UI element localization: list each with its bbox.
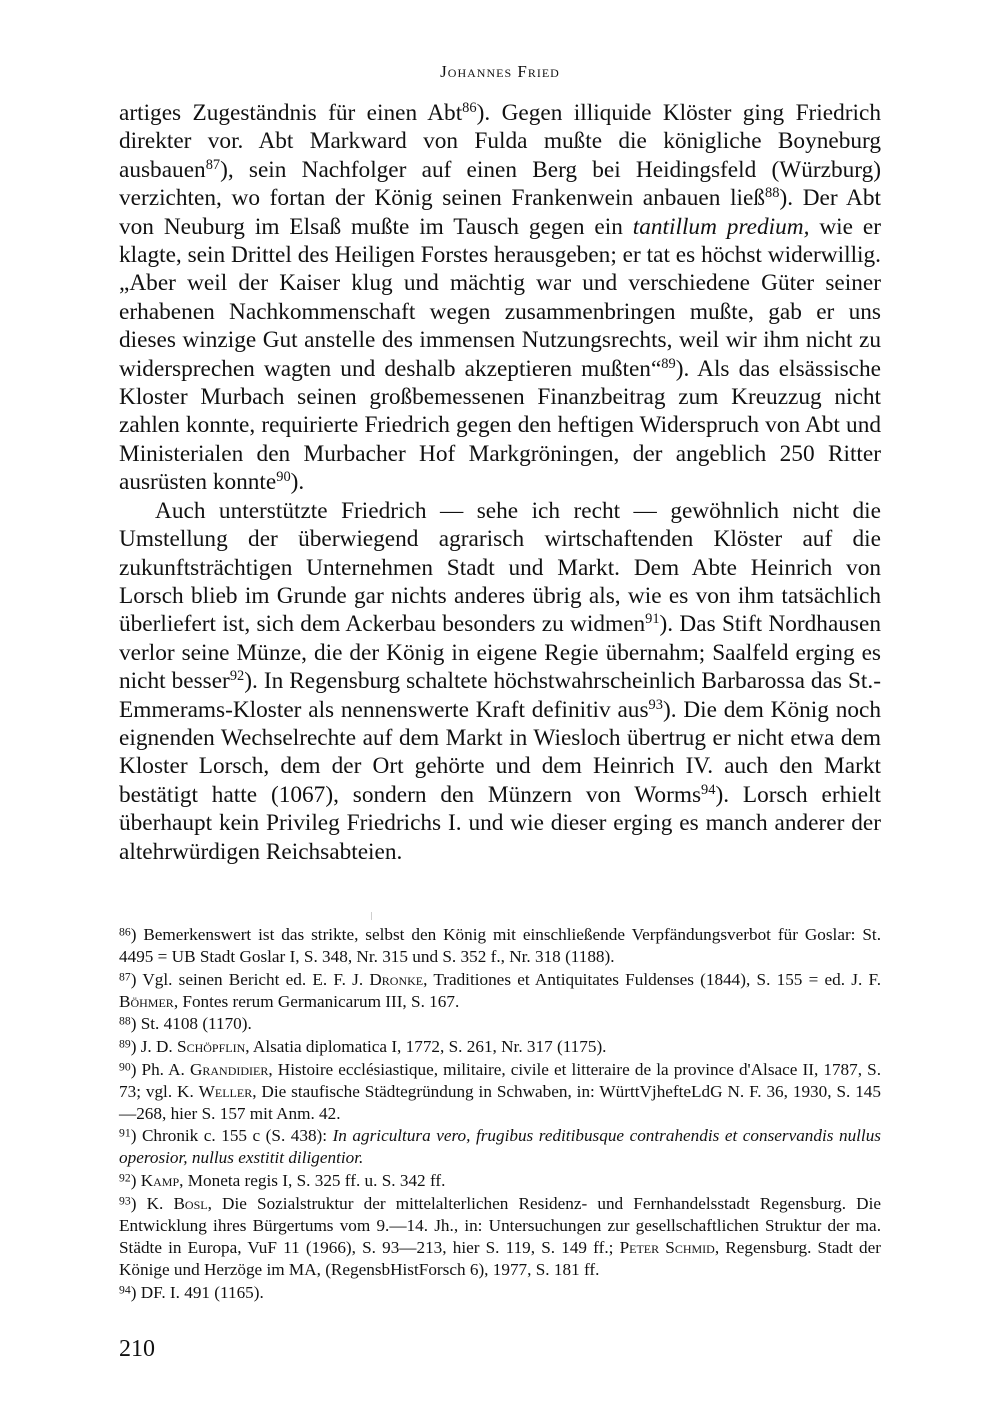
text-run: ). Als das elsässische Kloster Murbach seinen großbemessenen Finanzbeitrag zum Kreuzzug nicht zahlen konnte, requirierte Friedrich gegen den heftigen Widerspruch von Abt und Ministerialen den Murbacher Hof Markgröningen, der angeblich 250 Ritter ausrüsten konnte: [119, 355, 881, 496]
footnote: [119, 1193, 881, 1281]
footnote-paren: ): [130, 1059, 142, 1079]
footnote: [119, 1282, 881, 1304]
text-run: St. 4108 (1170).: [140, 1014, 252, 1034]
footnote-reference[interactable]: 90: [276, 469, 291, 486]
text-run: artiges Zugeständnis für einen Abt: [119, 100, 463, 126]
italic-text: tantillum predium,: [632, 213, 810, 240]
text-run: Chronik c. 155 c (S. 438):: [141, 1126, 333, 1146]
footnote: [119, 924, 881, 968]
paragraph: [119, 497, 881, 866]
footnote-number: 94: [119, 1282, 131, 1296]
text-run: wie er klagte, sein Drittel des Heiligen Forstes herausgeben; er tat es höchst widerwillig. „Aber weil der Kaiser klug und mächtig war und verschiedene Güter seiner erhabenen Nachkommenschaft wegen zusammenbringen mußte, gab er uns dieses winzige Gut anstelle des immensen Nutzungsrechts, weil wir ihm nicht zu widersprechen wagten und deshalb akzeptieren mußten“: [119, 213, 881, 382]
footnote-paren: ): [130, 1282, 141, 1302]
running-head: Johannes Fried: [440, 62, 560, 81]
footnote-number: 93: [119, 1193, 131, 1207]
text-run: ). Das Stift Nordhausen verlor seine Münze, die der König in eigene Regie übernahm; Saalfeld erging es nicht besser: [119, 611, 881, 695]
footnote-reference[interactable]: 94: [701, 781, 716, 798]
footnote-reference[interactable]: 92: [229, 668, 245, 685]
footnote-separator: [371, 912, 372, 920]
footnote-reference[interactable]: 87: [205, 156, 221, 173]
page-number: 210: [119, 1336, 155, 1362]
text-run: , Fontes rerum Germanicarum III, S. 167.: [173, 991, 460, 1011]
footnote-paren: ): [130, 969, 143, 989]
text-run: K.: [146, 1193, 174, 1213]
footnote-reference[interactable]: 89: [661, 355, 676, 372]
paragraph: [119, 99, 881, 497]
author-name: Dronke: [369, 969, 424, 989]
text-run: DF. I. 491 (1165).: [140, 1282, 264, 1302]
text-run: J. D.: [140, 1036, 178, 1056]
author-name: Weller: [198, 1081, 253, 1101]
text-run: , Histoire ecclésiastique, militaire, civile et litteraire de la province d'Alsace II, 1787, S. 73; vgl. K.: [119, 1059, 881, 1101]
footnote: [119, 969, 881, 1013]
footnote-number: 87: [119, 970, 131, 984]
footnote: [119, 1125, 881, 1169]
text-run: , Moneta regis I, S. 325 ff. u. S. 342 ff.: [179, 1171, 446, 1191]
footnote: [119, 1059, 881, 1125]
author-name: Böhmer: [119, 991, 174, 1011]
text-run: Vgl. seinen Bericht ed. E. F. J.: [142, 969, 370, 989]
text-run: ).: [290, 469, 305, 496]
text-run: , Alsatia diplomatica I, 1772, S. 261, Nr. 317 (1175).: [245, 1036, 607, 1056]
author-name: Grandidier: [189, 1059, 269, 1079]
author-name: Kamp: [140, 1171, 180, 1191]
footnote-paren: ): [130, 1171, 141, 1191]
text-run: ). Gegen illiquide Klöster ging Friedrich direkter vor. Abt Markward von Fulda mußte die königliche Boyneburg ausbauen: [119, 100, 881, 183]
footnote-number: 92: [119, 1171, 131, 1185]
text-run: ). Die dem König noch eignenden Wechselrechte auf dem Markt in Wiesloch übertrug er nicht etwa dem Kloster Lorsch, dem der Ort gehörte und dem Heinrich IV. auch den Markt bestätigt hatte (1067), sondern den Münzern von Worms: [119, 696, 881, 808]
footnote-number: 86: [119, 925, 131, 939]
footnote-paren: ): [130, 1014, 141, 1034]
footnote-reference[interactable]: 93: [648, 696, 663, 713]
footnote-reference[interactable]: 91: [645, 611, 660, 628]
text-run: Auch unterstützte Friedrich — sehe ich recht — gewöhnlich nicht die Umstellung der überwiegend agrarisch wirtschaftenden Klöster auf die zukunftsträchtigen Unternehmen Stadt und Markt. Dem Abte Heinrich von Lorsch blieb im Grunde gar nichts anderes übrig als, wie es von ihm tatsächlich überliefert ist, sich dem Ackerbau besonders zu widmen: [119, 497, 881, 638]
footnotes: [119, 924, 881, 1304]
text-run: , Traditiones et Antiquitates Fuldenses (1844), S. 155 = ed. J. F.: [423, 969, 882, 989]
text-run: ). In Regensburg schaltete höchstwahrscheinlich Barbarossa das St.-Emmerams-Kloster als nennenswerte Kraft definitiv aus: [119, 668, 881, 723]
text-run: ), sein Nachfolger auf einen Berg bei Heidingsfeld (Würzburg) verzichten, wo fortan der König seinen Frankenwein anbauen ließ: [119, 156, 881, 212]
author-name: Schöpflin: [177, 1036, 246, 1056]
footnote-reference[interactable]: 88: [765, 185, 780, 202]
text-run: Bemerkenswert ist das strikte, selbst den König mit einschließende Verpfändungsverbot für Goslar: St. 4495 = UB Stadt Goslar I, S. 348, Nr. 315 und S. 352 f., Nr. 318 (1188).: [119, 925, 881, 967]
footnote-reference[interactable]: 86: [462, 100, 477, 117]
text-run: , Die Sozialstruktur der mittelalterlichen Residenz- und Fernhandelsstadt Regensburg. Die Entwicklung ihres Bürgertums vom 9.—14. Jh., in: Untersuchungen zur gesellschaftlichen Struktur der ma. Städte in Europa, VuF 11 (1966), S. 93—213, hier S. 119, S. 149 ff.;: [119, 1193, 881, 1257]
author-name: Peter Schmid: [619, 1237, 715, 1257]
footnote-paren: ): [130, 1193, 147, 1213]
text-run: ). Lorsch erhielt überhaupt kein Privileg Friedrichs I. und wie dieser erging es manch anderer der altehrwürdigen Reichsabteien.: [119, 781, 881, 865]
footnote-paren: ): [130, 1036, 141, 1056]
footnote-number: 88: [119, 1014, 131, 1028]
footnote-number: 91: [119, 1126, 131, 1140]
text-run: Ph. A.: [141, 1059, 190, 1079]
text-run: ). Der Abt von Neuburg im Elsaß mußte im Tausch gegen ein: [119, 185, 881, 240]
footnote: [119, 1036, 881, 1058]
text-run: , Regensburg. Stadt der Könige und Herzöge im MA, (RegensbHistForsch 6), 1977, S. 181 ff.: [119, 1237, 881, 1279]
text-run: , Die staufische Städtegründung in Schwaben, in: WürttVjhefteLdG N. F. 36, 1930, S. 145—268, hier S. 157 mit Anm. 42.: [119, 1081, 881, 1123]
footnote-number: 90: [119, 1059, 131, 1073]
footnote: [119, 1013, 881, 1035]
italic-text: In agricultura vero, frugibus reditibusque contrahendis et conservandis nullus operosior, nullus exstitit diligentior.: [119, 1126, 881, 1168]
footnote: [119, 1170, 881, 1192]
footnote-number: 89: [119, 1037, 131, 1051]
body-text: [119, 99, 881, 866]
footnote-paren: ): [130, 1126, 142, 1146]
author-name: Bosl: [173, 1193, 208, 1213]
footnote-paren: ): [130, 925, 144, 944]
